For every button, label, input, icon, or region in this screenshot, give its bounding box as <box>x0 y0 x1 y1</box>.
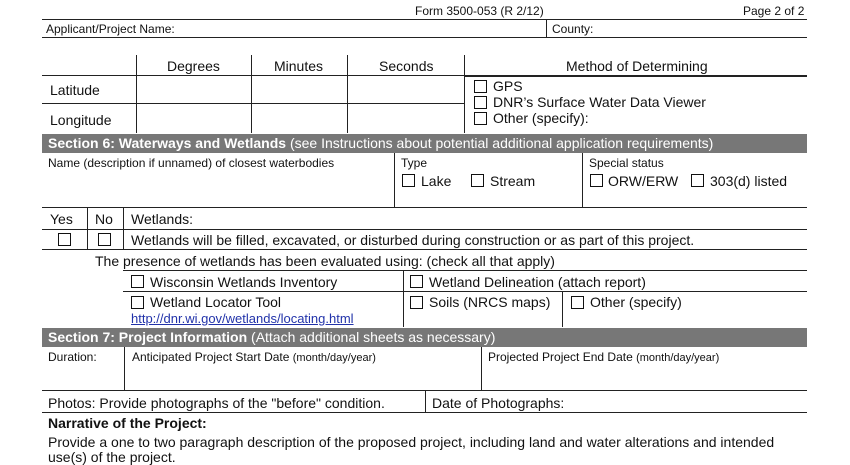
latitude-degrees-field[interactable] <box>138 77 250 102</box>
photo-date-label: Date of Photographs: <box>432 395 565 411</box>
section-7-note: (Attach additional sheets as necessary) <box>251 329 496 345</box>
divider <box>42 249 807 250</box>
photo-date-field[interactable] <box>570 393 805 411</box>
degrees-header: Degrees <box>167 58 220 74</box>
surface-water-viewer-label: DNR’s Surface Water Data Viewer <box>493 94 706 110</box>
orw-erw-checkbox[interactable] <box>590 174 603 187</box>
page-number: Page 2 of 2 <box>743 4 805 18</box>
latitude-label: Latitude <box>50 82 100 98</box>
divider <box>123 291 807 292</box>
section-7-title: Section 7: Project Information <box>48 329 248 345</box>
end-date-format: (month/day/year) <box>636 352 720 364</box>
303d-listed-label: 303(d) listed <box>710 173 788 189</box>
wetland-delineation-checkbox[interactable] <box>410 275 423 288</box>
start-date-label <box>132 350 376 364</box>
end-date-label <box>488 350 719 364</box>
divider <box>124 347 125 390</box>
surface-water-viewer-checkbox[interactable] <box>474 96 487 109</box>
longitude-seconds-field[interactable] <box>349 105 463 132</box>
divider <box>87 207 88 249</box>
start-date-label-text: Anticipated Project Start Date <box>132 350 290 364</box>
section-6-title: Section 6: Waterways and Wetlands <box>48 135 287 151</box>
other-method-label: Other (specify): <box>493 110 589 126</box>
waterbody-field[interactable] <box>50 172 390 204</box>
divider <box>42 19 807 20</box>
longitude-label: Longitude <box>50 112 112 128</box>
divider <box>251 55 252 133</box>
waterbody-label: Name (description if unnamed) of closest waterbodies <box>48 156 335 170</box>
wetland-delineation-label: Wetland Delineation (attach report) <box>429 274 646 290</box>
divider <box>123 207 124 249</box>
other-eval-label: Other (specify) <box>590 294 682 310</box>
divider <box>403 270 404 327</box>
divider <box>425 390 426 412</box>
start-date-format: (month/day/year) <box>292 352 376 364</box>
start-date-field[interactable] <box>130 366 475 388</box>
divider <box>546 19 547 37</box>
method-header: Method of Determining <box>566 58 708 74</box>
narrative-instructions: Provide a one to two paragraph description of the proposed project, including land and water alterations and intended use(s) of the project. <box>48 434 775 465</box>
divider <box>42 412 807 413</box>
yes-header: Yes <box>50 211 73 227</box>
stream-label: Stream <box>490 173 536 189</box>
longitude-degrees-field[interactable] <box>138 105 250 132</box>
divider <box>42 75 465 76</box>
divider <box>464 55 465 133</box>
gps-checkbox[interactable] <box>474 80 487 93</box>
end-date-label-text: Projected Project End Date <box>488 350 633 364</box>
gps-label: GPS <box>493 78 523 94</box>
orw-erw-label: ORW/ERW <box>608 173 679 189</box>
section-7-header <box>42 328 807 347</box>
wetland-locator-checkbox[interactable] <box>131 296 144 309</box>
divider <box>42 229 807 230</box>
divider <box>42 103 465 104</box>
other-method-checkbox[interactable] <box>474 112 487 125</box>
divider <box>394 153 395 207</box>
section-6-note: (see Instructions about potential additional application requirements) <box>289 135 714 151</box>
other-eval-checkbox[interactable] <box>571 296 584 309</box>
wetlands-yes-checkbox[interactable] <box>58 233 71 246</box>
end-date-field[interactable] <box>486 366 804 388</box>
latitude-minutes-field[interactable] <box>253 77 346 102</box>
county-label: County: <box>552 22 594 36</box>
soils-checkbox[interactable] <box>410 296 423 309</box>
latitude-seconds-field[interactable] <box>349 77 463 102</box>
minutes-header: Minutes <box>274 58 324 74</box>
divider <box>347 55 348 133</box>
soils-label: Soils (NRCS maps) <box>429 294 551 310</box>
divider <box>562 291 563 327</box>
wetland-locator-label: Wetland Locator Tool <box>150 294 282 310</box>
stream-checkbox[interactable] <box>471 174 484 187</box>
longitude-minutes-field[interactable] <box>253 105 346 132</box>
photos-label: Photos: Provide photographs of the "before" condition. <box>48 395 385 411</box>
wetlands-question: Wetlands will be filled, excavated, or disturbed during construction or as part of this project. <box>131 232 695 248</box>
303d-listed-checkbox[interactable] <box>691 174 704 187</box>
wetlands-inventory-label: Wisconsin Wetlands Inventory <box>150 274 338 290</box>
wetlands-inventory-checkbox[interactable] <box>131 275 144 288</box>
wetlands-no-checkbox[interactable] <box>98 233 111 246</box>
special-status-label: Special status <box>589 156 664 170</box>
divider <box>464 75 807 77</box>
lake-checkbox[interactable] <box>402 174 415 187</box>
wetland-locator-link[interactable]: http://dnr.wi.gov/wetlands/locating.html <box>131 311 354 326</box>
seconds-header: Seconds <box>379 58 434 74</box>
divider <box>582 153 583 207</box>
applicant-name-label: Applicant/Project Name: <box>46 22 175 36</box>
no-header: No <box>95 211 113 227</box>
presence-text: The presence of wetlands has been evaluated using: (check all that apply) <box>95 253 555 269</box>
section-6-header <box>42 134 807 153</box>
type-label: Type <box>401 156 428 170</box>
form-number: Form 3500-053 (R 2/12) <box>415 4 544 18</box>
divider <box>123 270 807 271</box>
divider <box>42 37 807 38</box>
wetlands-label: Wetlands: <box>131 211 193 227</box>
lake-label: Lake <box>421 173 452 189</box>
divider <box>481 347 482 390</box>
duration-label: Duration: <box>48 350 97 364</box>
divider <box>136 55 137 133</box>
divider <box>42 207 807 208</box>
narrative-title: Narrative of the Project: <box>48 415 207 431</box>
